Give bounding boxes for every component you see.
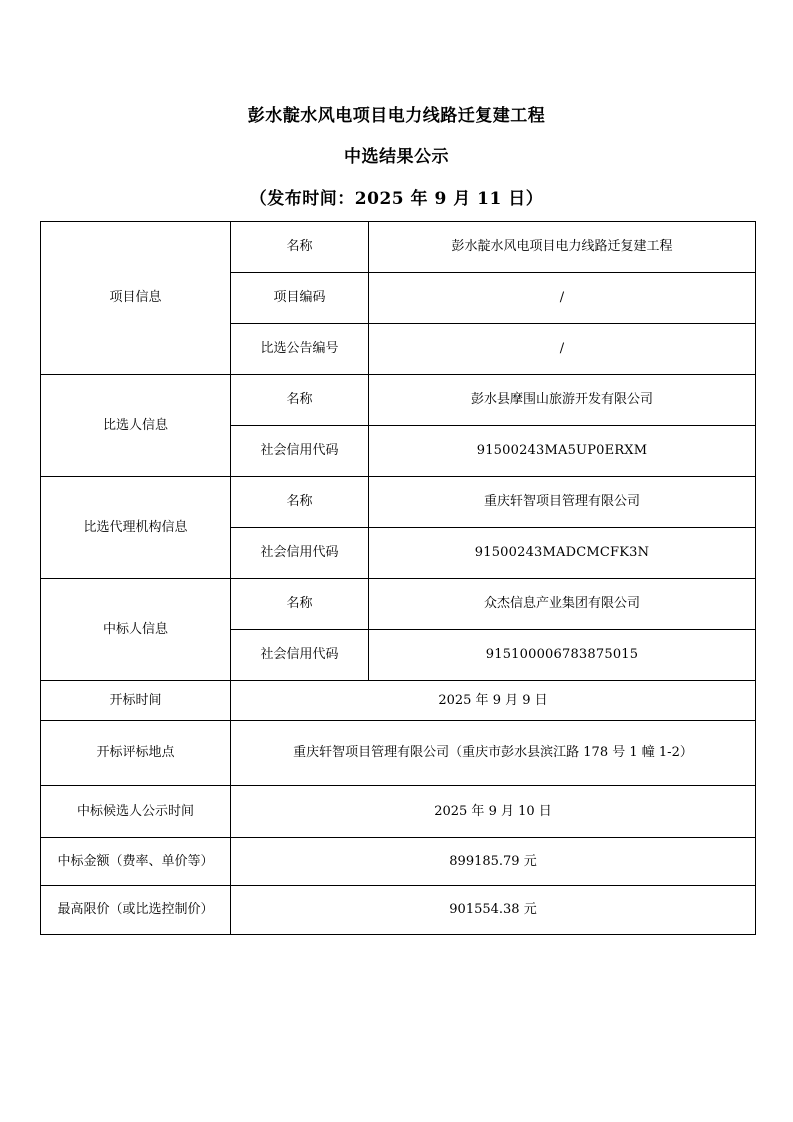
table-row (41, 838, 756, 886)
document-title: 彭水靛水风电项目电力线路迁复建工程 (247, 106, 546, 126)
table-row (41, 786, 756, 838)
table-row (41, 222, 756, 273)
agency-name-value: 重庆轩智项目管理有限公司 (369, 477, 756, 528)
selector-info-group-label: 比选人信息 (41, 375, 231, 477)
opening-time-value: 2025 年 9 月 9 日 (231, 681, 756, 721)
winner-credit-label: 社会信用代码 (231, 630, 369, 681)
table-row (41, 886, 756, 935)
selector-name-label: 名称 (231, 375, 369, 426)
table-row (41, 477, 756, 528)
max-price-label: 最高限价（或比选控制价） (41, 886, 231, 935)
agency-info-group-label: 比选代理机构信息 (41, 477, 231, 579)
table-row (41, 681, 756, 721)
project-code-value: / (369, 273, 756, 324)
opening-location-label: 开标评标地点 (41, 721, 231, 786)
agency-name-label: 名称 (231, 477, 369, 528)
bid-amount-value: 899185.79 元 (231, 838, 756, 886)
publicity-time-value: 2025 年 9 月 10 日 (231, 786, 756, 838)
agency-credit-label: 社会信用代码 (231, 528, 369, 579)
notice-number-value: / (369, 324, 756, 375)
result-table (40, 221, 756, 935)
max-price-value: 901554.38 元 (231, 886, 756, 935)
winner-name-label: 名称 (231, 579, 369, 630)
winner-credit-value: 915100006783875015 (369, 630, 756, 681)
release-time: （发布时间：2025 年 9 月 11 日） (249, 189, 544, 209)
selector-credit-label: 社会信用代码 (231, 426, 369, 477)
document-subtitle: 中选结果公示 (344, 147, 449, 167)
winner-name-value: 众杰信息产业集团有限公司 (369, 579, 756, 630)
opening-location-value: 重庆轩智项目管理有限公司（重庆市彭水县滨江路 178 号 1 幢 1-2） (231, 721, 756, 786)
project-code-label: 项目编码 (231, 273, 369, 324)
table-row (41, 579, 756, 630)
table-row (41, 721, 756, 786)
project-info-group-label: 项目信息 (41, 222, 231, 375)
project-name-label: 名称 (231, 222, 369, 273)
notice-number-label: 比选公告编号 (231, 324, 369, 375)
agency-credit-value: 91500243MADCMCFK3N (369, 528, 756, 579)
publicity-time-label: 中标候选人公示时间 (41, 786, 231, 838)
selector-credit-value: 91500243MA5UP0ERXM (369, 426, 756, 477)
project-name-value: 彭水靛水风电项目电力线路迁复建工程 (369, 222, 756, 273)
opening-time-label: 开标时间 (41, 681, 231, 721)
winner-info-group-label: 中标人信息 (41, 579, 231, 681)
selector-name-value: 彭水县摩围山旅游开发有限公司 (369, 375, 756, 426)
bid-amount-label: 中标金额（费率、单价等） (41, 838, 231, 886)
table-row (41, 375, 756, 426)
